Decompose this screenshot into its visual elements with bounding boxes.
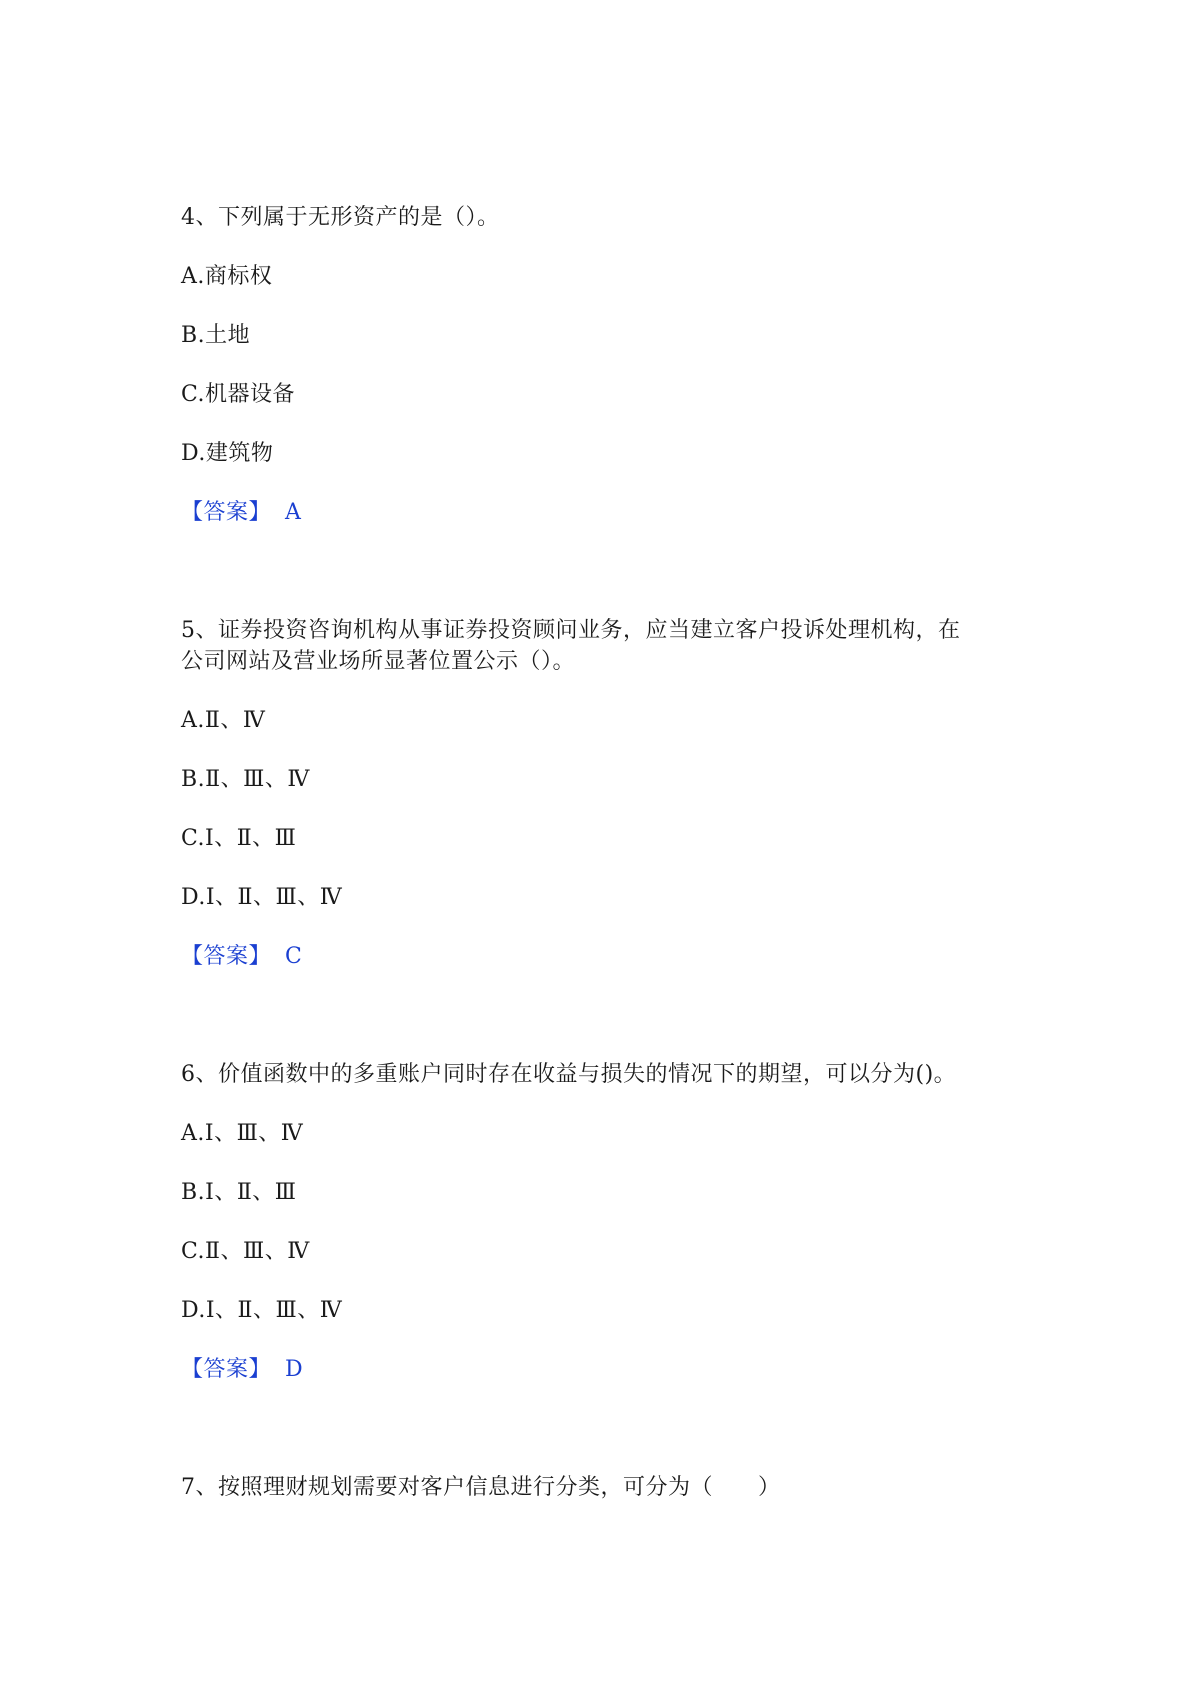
question-6-option-c: C.Ⅱ、Ⅲ、Ⅳ (181, 1239, 310, 1264)
question-4-option-d: D.建筑物 (181, 441, 274, 466)
question-6-option-b: B.Ⅰ、Ⅱ、Ⅲ (181, 1180, 297, 1205)
answer-value: D (285, 1357, 304, 1382)
question-5-stem-line-1: 5、证券投资咨询机构从事证券投资顾问业务，应当建立客户投诉处理机构，在 (181, 618, 961, 643)
question-6-answer (181, 1356, 303, 1384)
question-4-option-b: B.土地 (181, 323, 251, 348)
question-7-stem: 7、按照理财规划需要对客户信息进行分类，可分为（ ） (181, 1475, 781, 1500)
question-6-option-d: D.Ⅰ、Ⅱ、Ⅲ、Ⅳ (181, 1298, 343, 1323)
question-4-option-c: C.机器设备 (181, 382, 296, 407)
question-5-option-b: B.Ⅱ、Ⅲ、Ⅳ (181, 767, 310, 792)
answer-label: 【答案】 (181, 944, 272, 969)
question-6-stem: 6、价值函数中的多重账户同时存在收益与损失的情况下的期望，可以分为()。 (181, 1062, 957, 1087)
answer-label: 【答案】 (181, 1357, 272, 1382)
question-6-option-a: A.Ⅰ、Ⅲ、Ⅳ (181, 1121, 304, 1146)
answer-label: 【答案】 (181, 500, 272, 525)
answer-value: A (285, 500, 302, 525)
question-4-answer (181, 499, 301, 527)
question-4-option-a: A.商标权 (181, 264, 273, 289)
answer-value: C (285, 944, 303, 969)
question-5-option-c: C.Ⅰ、Ⅱ、Ⅲ (181, 826, 297, 851)
question-5-answer (181, 943, 302, 971)
question-4-stem: 4、下列属于无形资产的是（）。 (181, 205, 500, 230)
question-5-stem-line-2: 公司网站及营业场所显著位置公示（）。 (181, 649, 576, 674)
question-5-option-a: A.Ⅱ、Ⅳ (181, 708, 266, 733)
question-5-option-d: D.Ⅰ、Ⅱ、Ⅲ、Ⅳ (181, 885, 343, 910)
